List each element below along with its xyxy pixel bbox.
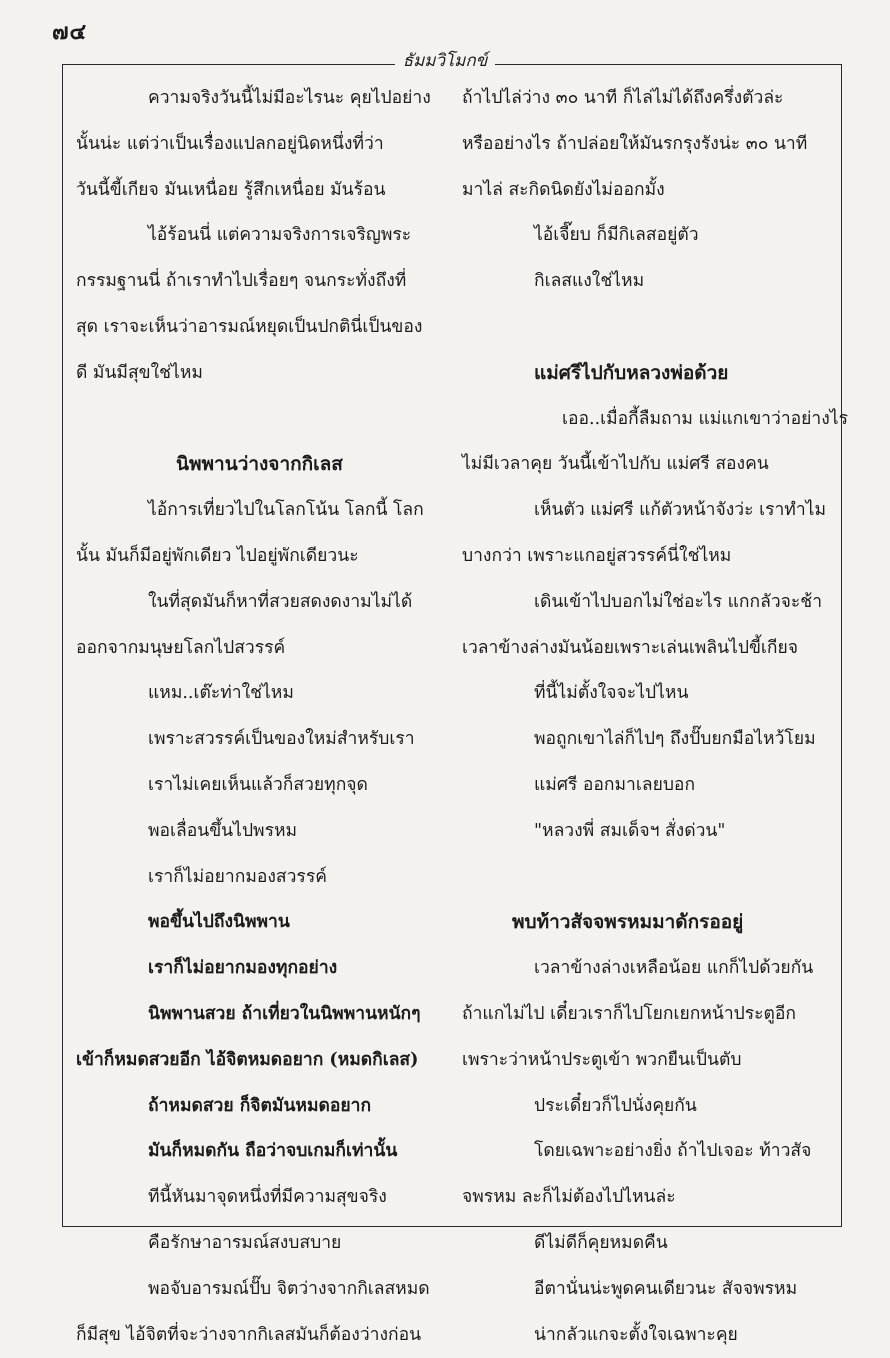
text-line: ไอ้เจี๊ยบ ก็มีกิเลสอยู่ตัว xyxy=(534,225,699,246)
text-line xyxy=(462,305,834,351)
text-line: ไอ้การเที่ยวไปในโลกโน้น โลกนี้ โลก xyxy=(148,500,424,521)
text-line: ทีนี้หันมาจุดหนึ่งที่มีความสุขจริง xyxy=(148,1187,387,1208)
text-line: กิเลสแงใช่ไหม xyxy=(534,271,645,292)
text-line: ถ้าหมดสวย ก็จิตมันหมดอยาก xyxy=(148,1095,372,1116)
text-line: เราไม่เคยเห็นแล้วก็สวยทุกจุด xyxy=(148,774,368,795)
text-line: แม่ศรี ออกมาเลยบอก xyxy=(534,774,696,795)
text-line: เดินเข้าไปบอกไม่ใช่อะไร แกกลัวจะช้า xyxy=(534,591,823,612)
text-line: ความจริงวันนี้ไม่มีอะไรนะ คุยไปอย่าง xyxy=(148,88,431,108)
text-line: พอเลื่อนขึ้นไปพรหม xyxy=(148,820,298,841)
text-line: เข้าก็หมดสวยอีก ไอ้จิตหมดอยาก (หมดกิเลส) xyxy=(76,1049,419,1070)
text-line: ถ้าแกไม่ไป เดี๋ยวเราก็ไปโยกเยกหน้าประตูอีก xyxy=(462,1003,797,1024)
section-heading: นิพพานว่างจากกิเลส xyxy=(176,453,343,476)
text-line xyxy=(462,855,834,901)
text-line: เพราะว่าหน้าประตูเข้า พวกยืนเป็นตับ xyxy=(462,1049,742,1070)
text-line: เวลาข้างล่างเหลือน้อย แกก็ไปด้วยกัน xyxy=(534,958,814,979)
section-heading: แม่ศรีไปกับหลวงพ่อด้วย xyxy=(534,361,729,384)
text-line: ดีไม่ดีก็คุยหมดคืน xyxy=(534,1232,668,1253)
text-line: ออกจากมนุษยโลกไปสวรรค์ xyxy=(76,637,286,658)
text-line: นั้น มันก็มีอยู่พักเดียว ไปอยู่พักเดียวนะ xyxy=(76,545,359,566)
text-line: "หลวงพี่ สมเด็จฯ สั่งด่วน" xyxy=(534,820,726,841)
text-line xyxy=(76,397,448,443)
text-line: สุด เราจะเห็นว่าอารมณ์หยุดเป็นปกตินี่เป็นของ xyxy=(76,316,423,337)
text-line: พอขึ้นไปถึงนิพพาน xyxy=(148,912,290,933)
text-line: จพรหม ละก็ไม่ต้องไปไหนล่ะ xyxy=(462,1187,676,1208)
running-header-title: ธัมมวิโมกข์ xyxy=(395,51,496,71)
right-column xyxy=(462,76,848,1358)
text-line: กรรมฐานนี่ ถ้าเราทำไปเรื่อยๆ จนกระทั่งถึงที่ xyxy=(76,271,407,292)
text-line: โดยเฉพาะอย่างยิ่ง ถ้าไปเจอะ ท้าวสัจ xyxy=(534,1141,812,1162)
text-line: ประเดี๋ยวก็ไปนั่งคุยกัน xyxy=(534,1095,697,1116)
text-line: ในที่สุดมันก็หาที่สวยสดงดงามไม่ได้ xyxy=(148,591,413,612)
text-line: ไม่มีเวลาคุย วันนี้เข้าไปกับ แม่ศรี สองคน xyxy=(462,454,769,475)
text-line: มันก็หมดกัน ถือว่าจบเกมก็เท่านั้น xyxy=(148,1141,398,1162)
text-line: นิพพานสวย ถ้าเที่ยวในนิพพานหนักๆ xyxy=(148,1003,421,1024)
section-heading: พบท้าวสัจจพรหมมาดักรออยู่ xyxy=(512,911,744,934)
text-line: เวลาข้างล่างมันน้อยเพราะเล่นเพลินไปขี้เกียจ xyxy=(462,637,798,658)
text-line: พอถูกเขาไล่ก็ไปๆ ถึงปั๊บยกมือไหว้โยม xyxy=(534,729,816,750)
text-line: เออ..เมื่อกี้ลืมถาม แม่แกเขาว่าอย่างไร xyxy=(562,408,848,429)
running-header xyxy=(0,47,890,74)
text-line: บางกว่า เพราะแกอยู่สวรรค์นี่ใช่ไหม xyxy=(462,545,732,566)
page-number: ๗๔ xyxy=(52,19,88,45)
text-line: นั้นน่ะ แต่ว่าเป็นเรื่องแปลกอยู่นิดหนึ่งที่ว่า xyxy=(76,133,384,154)
text-line: วันนี้ขี้เกียจ มันเหนื่อย รู้สึกเหนื่อย มันร้อน xyxy=(76,179,386,200)
text-line: พอจับอารมณ์ปั๊บ จิตว่างจากกิเลสหมด xyxy=(148,1278,430,1299)
text-line: ถ้าไปไล่ว่าง ๓๐ นาที ก็ไล่ไม่ได้ถึงครึ่งตัวล่ะ xyxy=(462,88,784,108)
text-line: ดี มันมีสุขใช่ไหม xyxy=(76,362,203,383)
text-line: ก็มีสุข ไอ้จิตที่จะว่างจากกิเลสมันก็ต้องว่างก่อน xyxy=(76,1324,422,1345)
text-line: ไอ้ร้อนนี่ แต่ความจริงการเจริญพระ xyxy=(148,225,412,246)
text-line: อีตานั่นน่ะพูดคนเดียวนะ สัจจพรหม xyxy=(534,1278,798,1299)
text-line: น่ากลัวแกจะตั้งใจเฉพาะคุย xyxy=(534,1324,738,1345)
text-line: เราก็ไม่อยากมองทุกอย่าง xyxy=(148,958,338,979)
left-column xyxy=(76,76,448,1358)
text-line: คือรักษาอารมณ์สงบสบาย xyxy=(148,1232,342,1253)
text-line: หรืออย่างไร ถ้าปล่อยให้มันรกรุงรังน่ะ ๓๐ นาที xyxy=(462,133,808,154)
text-line: เราก็ไม่อยากมองสวรรค์ xyxy=(148,866,327,887)
text-line: เพราะสวรรค์เป็นของใหม่สำหรับเรา xyxy=(148,729,415,750)
text-line: แหม..เต๊ะท่าใช่ไหม xyxy=(148,683,294,704)
text-line: เห็นตัว แม่ศรี แก้ตัวหน้าจังว่ะ เราทำไม xyxy=(534,500,827,521)
text-line: ที่นี้ไม่ตั้งใจจะไปไหน xyxy=(534,683,689,704)
text-line: มาไล่ สะกิดนิดยังไม่ออกมั้ง xyxy=(462,179,665,200)
